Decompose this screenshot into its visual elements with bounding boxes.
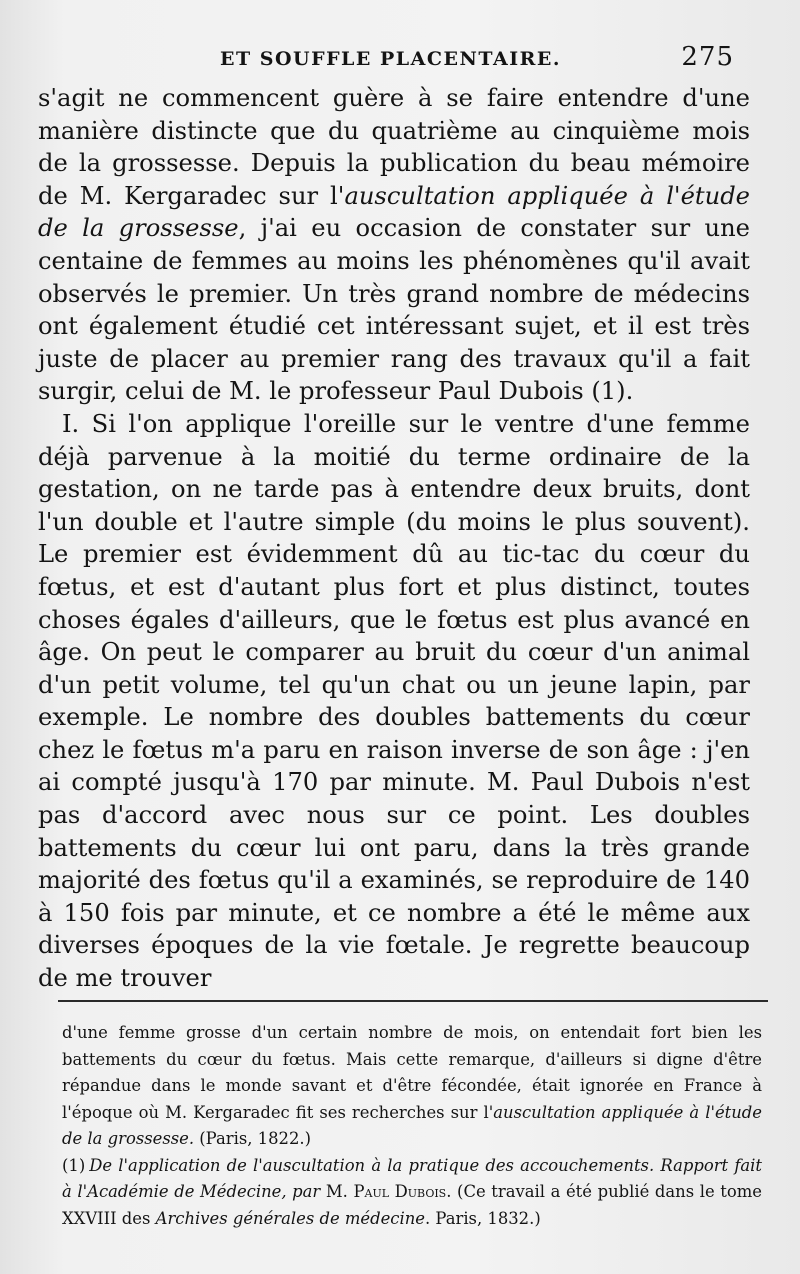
running-title: ET SOUFFLE PLACENTAIRE. (220, 48, 561, 70)
footnote-continued-text-a: d'une femme grosse d'un certain nombre de mois, on entendait fort bien les battements du cœur du fœtus. Mais cette remarque, d'ailleurs si digne d'être répandue dans le monde savant et d'être fécondée, était ignorée en France à l'époque où M. Kergaradec fit ses recherches sur l' (62, 1023, 762, 1122)
paragraph-2: I. Si l'on applique l'oreille sur le ventre d'une femme déjà parvenue à la moitié du terme ordinaire de la gestation, on ne tarde pas à entendre deux bruits, dont l'un double et l'autre simple (du moins le plus souvent). Le premier est évidemment dû au tic-tac du cœur du fœtus, et est d'autant plus fort et plus distinct, toutes choses égales d'ailleurs, que le fœtus est plus avancé en âge. On peut le comparer au bruit du cœur d'un animal d'un petit volume, tel qu'un chat ou un jeune lapin, par exemple. Le nombre des doubles battements du cœur chez le fœtus m'a paru en raison inverse de son âge : j'en ai compté jusqu'à 170 par minute. M. Paul Dubois n'est pas d'accord avec nous sur ce point. Les doubles battements du cœur lui ont paru, dans la très grande majorité des fœtus qu'il a examinés, se reproduire de 140 à 150 fois par minute, et ce nombre a été le même aux diverses époques de la vie fœtale. Je regrette beaucoup de me trouver (38, 409, 750, 993)
page-header (40, 42, 734, 78)
paragraph-1-text-a: s'agit ne commencent guère à se faire entendre d'une manière distincte que du quatrième au cinquième mois de la grossesse. Depuis la publication du beau mémoire de M. Kergaradec sur l' (38, 84, 750, 210)
paragraph-1 (38, 82, 750, 408)
footnote-continued (62, 1020, 762, 1153)
footnote-1-italic-title: De l'application de l'auscultation à la pratique des accouchements. Rapport fait à l'Académie de Médecine, par (62, 1155, 762, 1201)
paragraph-1-text-b: , j'ai eu occasion de constater sur une centaine de femmes au moins les phénomènes qu'il avait observés le premier. Un très grand nombre de médecins ont également étudié cet intéressant sujet, et il est très juste de placer au premier rang des travaux qu'il a fait surgir, celui de M. le professeur Paul Dubois (1). (38, 214, 750, 406)
footnotes (62, 1020, 762, 1232)
footnote-1 (62, 1153, 762, 1233)
footnote-1-italic-journal: Archives générales de médecine (155, 1208, 425, 1228)
footnote-1-marker: (1) (62, 1155, 86, 1175)
footnote-1-author: M. Paul Dubois. (320, 1182, 458, 1201)
footnote-1-text-b: (Ce travail a été publié dans le tome XXVIII des (62, 1182, 762, 1228)
page-number: 275 (681, 42, 734, 72)
paragraph-1-italic-title: auscultation appliquée à l'étude de la grossesse (38, 181, 750, 243)
footnote-continued-text-b: (Paris, 1822.) (194, 1129, 311, 1148)
footnote-continued-italic: auscultation appliquée à l'étude de la grossesse. (62, 1102, 762, 1148)
footnote-divider (58, 1000, 768, 1002)
main-text (38, 82, 750, 995)
footnote-1-text-c: . Paris, 1832.) (425, 1208, 541, 1228)
